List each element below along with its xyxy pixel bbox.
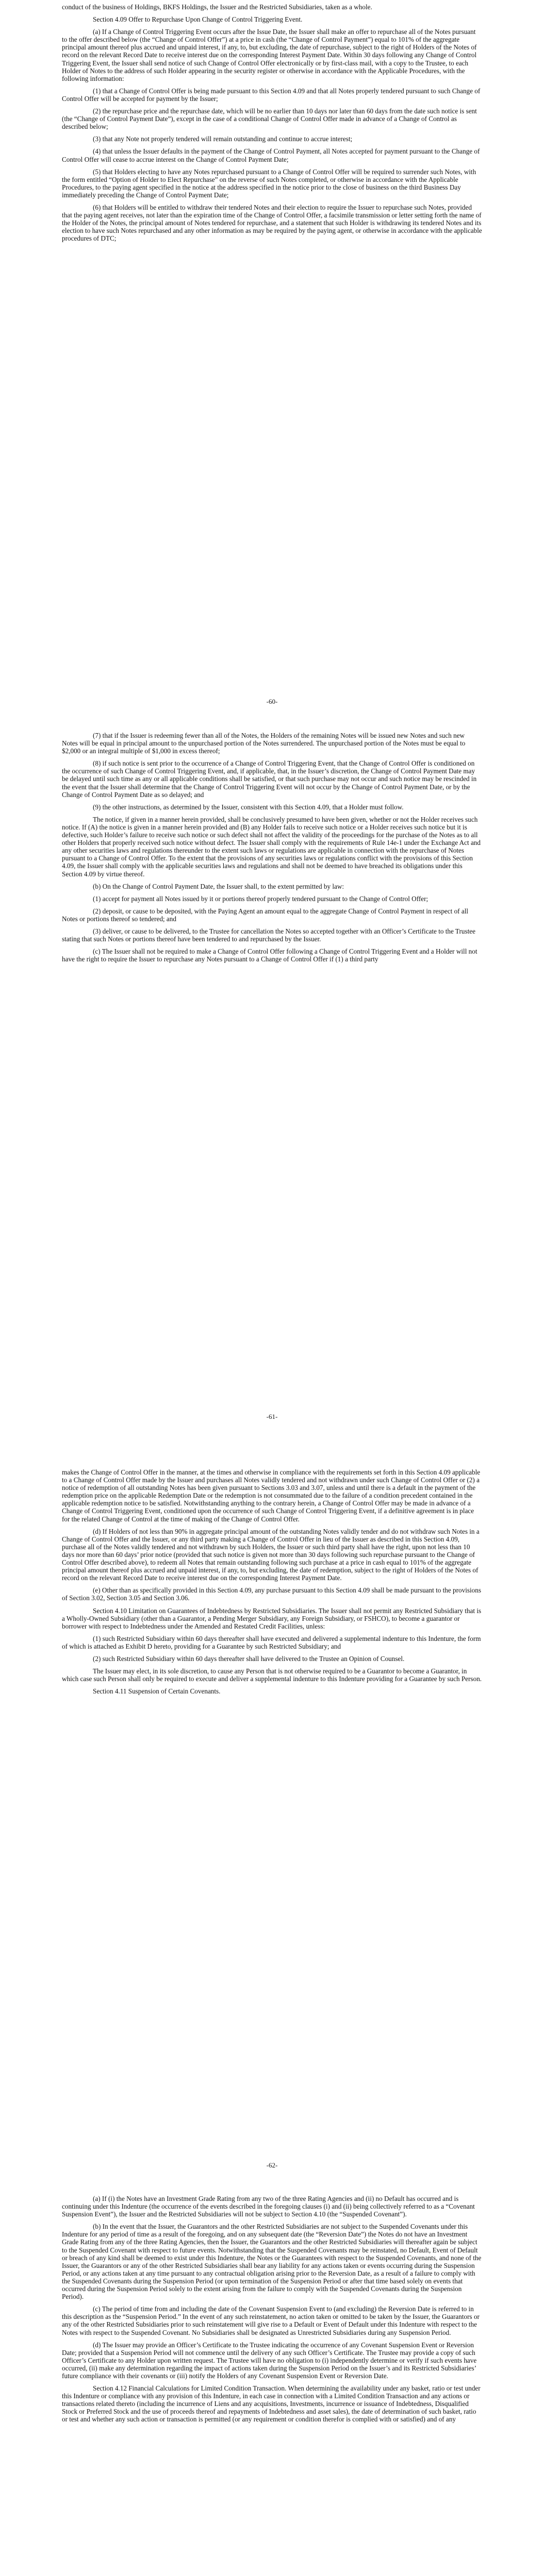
- list-item: (7) that if the Issuer is redeeming fewer than all of the Notes, the Holders of the remaining Notes will be issued new Notes and such new Notes will be equal in principal amount to the unpurchased portion of the Notes surrendered. The unpurchased portion of the Notes must be equal to $2,000 or an integral multiple of $1,000 in excess thereof;: [62, 732, 466, 755]
- paragraph: The notice, if given in a manner herein provided, shall be conclusively presumed to have been given, whether or not the Holder receives such notice. If (A) the notice is given in a manner herein provided and (B) any Holder fails to receive such notice or a Holder receives such notice but it is defective, such Holder’s failure to receive such notice or such defect shall not affect the validity of the proceedings for the purchase of the Notes as to all other Holders that properly received such notice without defect. The Issuer shall comply with the requirements of Rule 14e-1 under the Exchange Act and any other securities laws and regulations thereunder to the extent such laws or regulations are applicable in connection with the repurchase of Notes pursuant to a Change of Control Offer. To the extent that the provisions of any securities laws or regulations conflict with the provisions of this Section 4.09, the Issuer shall comply with the applicable securities laws and regulations and shall not be deemed to have breached its obligations under this Section 4.09 by virtue thereof.: [62, 815, 481, 878]
- paragraph: (c) The period of time from and including the date of the Covenant Suspension Event to (and excluding) the Reversion Date is referred to in this description as the “Suspension Period.” In the event of any such reinstatement, no action taken or omitted to be taken by the Issuer, the Guarantors or any of the other Restricted Subsidiaries prior to such reinstatement will give rise to a Default or Event of Default under this Indenture with respect to the Notes with respect to the Suspended Covenant. No Subsidiaries shall be designated as Unrestricted Subsidiaries during any Suspension Period.: [62, 2305, 480, 2336]
- paragraph: (b) On the Change of Control Payment Date, the Issuer shall, to the extent permitted by law:: [93, 882, 344, 890]
- list-item: (8) if such notice is sent prior to the occurrence of a Change of Control Triggering Event, that the Change of Control Offer is conditioned on the occurrence of such Change of Control Triggering Event, and, if applicable, that, in the Issuer’s discretion, the Change of Control Payment Date may be delayed until such time as any or all applicable conditions shall be satisfied, or that such purchase may not occur and such notice may be rescinded in the event that the Issuer shall determine that the Change of Control Triggering Event will not occur by the Change of Control Payment Date, or by the Change of Control Payment Date as so delayed; and: [62, 759, 477, 799]
- list-item: (9) the other instructions, as determined by the Issuer, consistent with this Section 4.09, that a Holder must follow.: [93, 803, 404, 811]
- page-number: -60-: [266, 698, 278, 705]
- list-item: (3) deliver, or cause to be delivered, to the Trustee for cancellation the Notes so accepted together with an Officer’s Certificate to the Trustee stating that such Notes or portions thereof have been tendered to and repurchased by the Issuer.: [62, 927, 476, 943]
- list-item: (3) that any Note not properly tendered will remain outstanding and continue to accrue interest;: [93, 135, 353, 143]
- section-heading-4-09: Section 4.09 Offer to Repurchase Upon Change of Control Triggering Event.: [93, 15, 303, 24]
- paragraph: (a) If (i) the Notes have an Investment Grade Rating from any two of the three Rating Agencies and (ii) no Default has occurred and is continuing under this Indenture (the occurrence of the events described in the foregoing clauses (i) and (ii) being collectively referred to as a “Covenant Suspension Event”), the Issuer and the Restricted Subsidiaries will not be subject to Section 4.10 (the “Suspended Covenant”).: [62, 2195, 475, 2218]
- page-body: [62, 1468, 482, 1700]
- list-item: (1) such Restricted Subsidiary within 60 days thereafter shall have executed and delivered a supplemental indenture to this Indenture, the form of which is attached as Exhibit D hereto, providing for a Guarantee by such Restricted Subsidiary; and: [62, 1634, 481, 1650]
- list-item: (2) such Restricted Subsidiary within 60 days thereafter shall have delivered to the Trustee an Opinion of Counsel.: [93, 1654, 405, 1663]
- paragraph: (d) The Issuer may provide an Officer’s Certificate to the Trustee indicating the occurrence of any Covenant Suspension Event or Reversion Date; provided that a Suspension Period will not commence until the delivery of any such Officer’s Certificate. The Trustee may provide a copy of such Officer’s Certificate to any Holder upon written request. The Trustee will have no obligation to (i) independently determine or verify if such events have occurred, (ii) make any determination regarding the impact of actions taken during the Suspension Period on the Issuer’s and its Restricted Subsidiaries’ future compliance with their covenants or (iii) notify the Holders of any Covenant Suspension Event or Reversion Date.: [62, 2341, 477, 2380]
- paragraph: conduct of the business of Holdings, BKFS Holdings, the Issuer and the Restricted Subsidiaries, taken as a whole.: [62, 3, 372, 11]
- section-heading-4-12: Section 4.12 Financial Calculations for Limited Condition Transaction. When determining the availability under any basket, ratio or test under this Indenture or compliance with any provision of this Indenture, in each case in connection with a Limited Condition Transaction and any actions or transactions related thereto (including the incurrence of Liens and any acquisitions, Investments, incurrence or issuance of Indebtedness, Disqualified Stock or Preferred Stock and the use of proceeds thereof and repayments of Indebtedness and asset sales), the date of determination of such basket, ratio or test and whether any such action or transaction is permitted (or any requirement or condition therefor is complied with or satisfied) and of any: [62, 2384, 481, 2424]
- list-item: (2) the repurchase price and the repurchase date, which will be no earlier than 10 days nor later than 60 days from the date such notice is sent (the “Change of Control Payment Date”), except in the case of a conditional Change of Control Offer made in advance of a Change of Control as described below;: [62, 107, 477, 131]
- section-heading-4-11: Section 4.11 Suspension of Certain Covenants.: [93, 1687, 221, 1696]
- paragraph: (c) The Issuer shall not be required to make a Change of Control Offer following a Change of Control Triggering Event and a Holder will not have the right to require the Issuer to repurchase any Notes pursuant to a Change of Control Offer if (1) a third party: [62, 947, 477, 963]
- list-item: (1) accept for payment all Notes issued by it or portions thereof properly tendered pursuant to the Change of Control Offer;: [93, 894, 428, 903]
- page-body: [62, 732, 482, 968]
- page-body: [62, 3, 482, 247]
- paragraph: (a) If a Change of Control Triggering Event occurs after the Issue Date, the Issuer shall make an offer to repurchase all of the Notes pursuant to the offer described below (the “Change of Control Offer”) at a price in cash (the “Change of Control Payment”) equal to 101% of the aggregate principal amount thereof plus accrued and unpaid interest, if any, to, but excluding, the date of repurchase, subject to the right of Holders of the Notes of record on the relevant Record Date to receive interest due on the corresponding Interest Payment Date. Within 30 days following any Change of Control Triggering Event, the Issuer shall send notice of such Change of Control Offer electronically or by first-class mail, with a copy to the Trustee, to each Holder of Notes to the address of such Holder appearing in the security register or otherwise in accordance with the Applicable Procedures, with the following information:: [62, 28, 477, 82]
- list-item: (6) that Holders will be entitled to withdraw their tendered Notes and their election to require the Issuer to repurchase such Notes, provided that the paying agent receives, not later than the expiration time of the Change of Control Offer, a facsimile transmission or letter setting forth the name of the Holder of the Notes, the principal amount of Notes tendered for repurchase, and a statement that such Holder is withdrawing its tendered Notes and its election to have such Notes repurchased and any other information as may be required by the paying agent, or otherwise in accordance with the applicable procedures of DTC;: [62, 203, 482, 243]
- page-body: [62, 2195, 482, 2428]
- paragraph: The Issuer may elect, in its sole discretion, to cause any Person that is not otherwise required to be a Guarantor to become a Guarantor, in which case such Person shall only be required to execute and deliver a supplemental indenture to this Indenture providing for a Guarantee by such Person.: [62, 1667, 482, 1683]
- page-number: -61-: [266, 1413, 278, 1420]
- paragraph: (b) In the event that the Issuer, the Guarantors and the other Restricted Subsidiaries are not subject to the Suspended Covenants under this Indenture for any period of time as a result of the foregoing, and on any subsequent date (the “Reversion Date”) the Notes do not have an Investment Grade Rating from any of the three Rating Agencies, then the Issuer, the Guarantors and the other Restricted Subsidiaries will thereafter again be subject to the Suspended Covenant with respect to future events. Notwithstanding that the Suspended Covenants may be reinstated, no Default, Event of Default or breach of any kind shall be deemed to exist under this Indenture, the Notes or the Guarantees with respect to the Suspended Covenants, and none of the Issuer, the Guarantors or any of the other Restricted Subsidiaries shall bear any liability for any actions taken or events occurring during the Suspension Period, or any actions taken at any time pursuant to any contractual obligation arising prior to the Reversion Date, as a result of a failure to comply with the Suspended Covenants during the Suspension Period (or upon termination of the Suspension Period or after that time based solely on events that occurred during the Suspension Period solely to the extent arising from the failure to comply with the Suspended Covenants during the Suspension Period).: [62, 2223, 482, 2301]
- paragraph: makes the Change of Control Offer in the manner, at the times and otherwise in compliance with the requirements set forth in this Section 4.09 applicable to a Change of Control Offer made by the Issuer and purchases all Notes validly tendered and not withdrawn under such Change of Control Offer or (2) a notice of redemption of all outstanding Notes has been given pursuant to Sections 3.03 and 3.07, unless and until there is a default in the payment of the redemption price on the applicable Redemption Date or the redemption is not consummated due to the failure of a condition precedent contained in the applicable redemption notice to be satisfied. Notwithstanding anything to the contrary herein, a Change of Control Offer may be made in advance of a Change of Control Triggering Event, conditioned upon the occurrence of such Change of Control Triggering Event, if a definitive agreement is in place for the related Change of Control at the time of making of the Change of Control Offer.: [62, 1468, 481, 1523]
- list-item: (4) that unless the Issuer defaults in the payment of the Change of Control Payment, all Notes accepted for payment pursuant to the Change of Control Offer will cease to accrue interest on the Change of Control Payment Date;: [62, 147, 480, 163]
- paragraph: (d) If Holders of not less than 90% in aggregate principal amount of the outstanding Notes validly tender and do not withdraw such Notes in a Change of Control Offer and the Issuer, or any third party making a Change of Control Offer in lieu of the Issuer as described in this Section 4.09, purchase all of the Notes validly tendered and not withdrawn by such Holders, the Issuer or such third party shall have the right, upon not less than 10 days nor more than 60 days’ prior notice (provided that such notice is given not more than 30 days following such repurchase pursuant to the Change of Control Offer described above), to redeem all Notes that remain outstanding following such purchase at a price in cash equal to 101% of the aggregate principal amount thereof plus accrued and unpaid interest, if any, to, but excluding, the date of redemption, subject to the right of Holders of the Notes of record on the relevant Record Date to receive interest due on the corresponding Interest Payment Date.: [62, 1527, 480, 1582]
- paragraph: (e) Other than as specifically provided in this Section 4.09, any purchase pursuant to this Section 4.09 shall be made pursuant to the provisions of Section 3.02, Section 3.05 and Section 3.06.: [62, 1586, 481, 1602]
- list-item: (1) that a Change of Control Offer is being made pursuant to this Section 4.09 and that all Notes properly tendered pursuant to such Change of Control Offer will be accepted for payment by the Issuer;: [62, 87, 481, 103]
- page-number: -62-: [266, 2161, 278, 2169]
- list-item: (5) that Holders electing to have any Notes repurchased pursuant to a Change of Control Offer will be required to surrender such Notes, with the form entitled “Option of Holder to Elect Repurchase” on the reverse of such Notes completed, or otherwise in accordance with the Applicable Procedures, to the paying agent specified in the notice at the address specified in the notice prior to the close of business on the third Business Day immediately preceding the Change of Control Payment Date;: [62, 167, 476, 199]
- list-item: (2) deposit, or cause to be deposited, with the Paying Agent an amount equal to the aggregate Change of Control Payment in respect of all Notes or portions thereof so tendered; and: [62, 907, 469, 923]
- section-heading-4-10: Section 4.10 Limitation on Guarantees of Indebtedness by Restricted Subsidiaries. The Issuer shall not permit any Restricted Subsidiary that is a Wholly-Owned Subsidiary (other than a Guarantor, a Pending Merger Subsidiary, any Foreign Subsidiary, or FSHCO), to become a guarantor or borrower with respect to Indebtedness under the Amended and Restated Credit Facilities, unless:: [62, 1606, 482, 1630]
